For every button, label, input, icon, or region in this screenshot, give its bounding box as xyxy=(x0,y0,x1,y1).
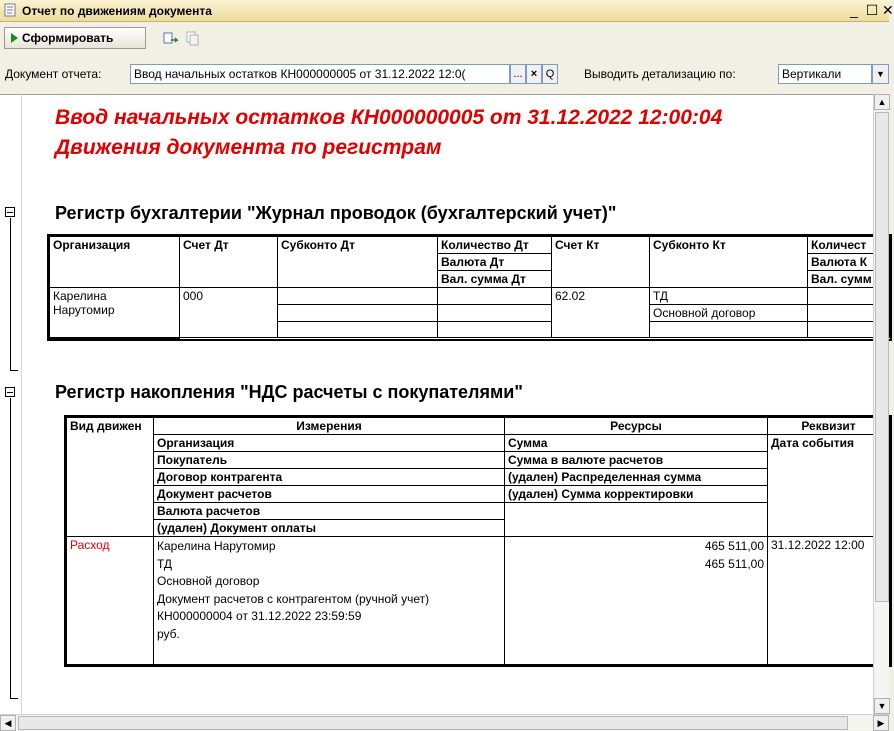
generate-button[interactable] xyxy=(4,27,146,49)
copy-icon[interactable] xyxy=(184,30,202,48)
clear-icon[interactable]: × xyxy=(526,64,542,84)
col-header: Субконто Кт xyxy=(650,237,808,288)
table-cell xyxy=(650,322,808,338)
requisites-cell: 31.12.2022 12:00 xyxy=(768,537,890,665)
col-header: Валюта К xyxy=(808,254,890,271)
search-icon[interactable]: Q xyxy=(542,64,558,84)
col-header: Валюта расчетов xyxy=(154,503,505,520)
col-header: Количест xyxy=(808,237,890,254)
group-line-end xyxy=(10,698,18,699)
accounting-register-title: Регистр бухгалтерии "Журнал проводок (бухгалтерский учет)" xyxy=(55,203,617,223)
vat-table xyxy=(66,417,890,665)
resources-cell xyxy=(505,537,768,665)
col-header: (удален) Сумма корректировки xyxy=(505,486,768,503)
col-header: (удален) Распределенная сумма xyxy=(505,469,768,486)
table-cell xyxy=(278,288,438,305)
col-header: Ресурсы xyxy=(505,418,768,435)
table-header-row xyxy=(67,452,890,469)
cell-text: Карелина xyxy=(53,289,107,303)
report-area xyxy=(0,94,889,730)
table-header-row xyxy=(67,486,890,503)
generate-button-label: Сформировать xyxy=(22,31,114,45)
dim-line: ТД xyxy=(157,556,173,571)
col-header: Вал. сумм xyxy=(808,271,890,288)
col-header: Счет Кт xyxy=(552,237,650,288)
col-header: Измерения xyxy=(154,418,505,435)
dim-line: Карелина Нарутомир xyxy=(157,539,276,553)
table-cell: Основной договор xyxy=(650,305,808,322)
scroll-down-icon[interactable]: ▼ xyxy=(874,698,890,714)
col-header: Субконто Дт xyxy=(278,237,438,288)
dim-line: Основной договор xyxy=(157,574,260,588)
group-gutter xyxy=(0,95,22,715)
toolbar xyxy=(0,23,889,53)
dimensions-cell xyxy=(154,537,505,665)
app-doc-icon xyxy=(3,3,17,17)
table-cell xyxy=(438,288,552,305)
col-header: Договор контрагента xyxy=(154,469,505,486)
vertical-scrollbar[interactable] xyxy=(873,94,889,714)
play-icon xyxy=(11,33,18,43)
table-row xyxy=(50,288,890,305)
window-titlebar xyxy=(0,0,894,22)
table-cell xyxy=(505,503,768,537)
dim-line: руб. xyxy=(157,626,180,641)
col-header: Сумма xyxy=(505,435,768,452)
group-collapse-icon[interactable] xyxy=(5,207,15,217)
minimize-button[interactable]: _ xyxy=(850,2,858,18)
table-header-row xyxy=(67,418,890,435)
cell-text: Нарутомир xyxy=(53,303,115,317)
table-cell: 000 xyxy=(180,288,278,338)
dim-line: КН000000004 от 31.12.2022 23:59:59 xyxy=(157,609,362,623)
table-header-row xyxy=(67,435,890,452)
dim-line: Документ расчетов с контрагентом (ручной учет) xyxy=(157,591,430,606)
scroll-up-icon[interactable]: ▲ xyxy=(874,94,890,110)
table-header-row xyxy=(67,503,890,520)
table-header-row xyxy=(50,237,890,254)
report-subheading: Движения документа по регистрам xyxy=(55,136,442,159)
ellipsis-icon[interactable]: ... xyxy=(510,64,526,84)
accounting-table xyxy=(49,236,890,339)
scroll-left-icon[interactable]: ◀ xyxy=(0,715,16,731)
movement-cell: Расход xyxy=(67,537,154,665)
table-cell xyxy=(278,305,438,322)
scroll-thumb[interactable] xyxy=(18,716,848,730)
document-label: Документ отчета: xyxy=(5,67,102,81)
table-cell xyxy=(438,305,552,322)
group-collapse-icon[interactable] xyxy=(5,387,15,397)
res-cursum: 465 511,00 xyxy=(704,556,764,571)
col-header: Вал. сумма Дт xyxy=(438,271,552,288)
table-cell: ТД xyxy=(650,288,808,305)
table-cell xyxy=(438,322,552,338)
res-sum: 465 511,00 xyxy=(704,539,764,553)
horizontal-scrollbar[interactable] xyxy=(0,714,889,730)
col-header: Валюта Дт xyxy=(438,254,552,271)
export-icon[interactable] xyxy=(162,30,180,48)
dropdown-arrow-icon[interactable]: ▼ xyxy=(872,64,889,84)
group-line xyxy=(10,398,11,698)
col-header: Реквизит xyxy=(768,418,890,435)
document-field[interactable]: Ввод начальных остатков КН000000005 от 31.12.2022 12:0( xyxy=(130,64,510,84)
col-header: Покупатель xyxy=(154,452,505,469)
scroll-right-icon[interactable]: ▶ xyxy=(873,715,889,731)
table-cell xyxy=(50,288,180,338)
table-cell: 62.02 xyxy=(552,288,650,338)
col-header: Организация xyxy=(50,237,180,288)
col-header: Количество Дт xyxy=(438,237,552,254)
close-button[interactable]: ✕ xyxy=(882,2,894,18)
scroll-thumb[interactable] xyxy=(875,112,889,602)
report-heading: Ввод начальных остатков КН000000005 от 31.12.2022 12:00:04 xyxy=(55,106,723,129)
vat-register-title: Регистр накопления "НДС расчеты с покупателями" xyxy=(55,382,523,402)
table-header-row xyxy=(67,469,890,486)
group-line xyxy=(10,218,11,370)
detail-select[interactable]: Вертикали xyxy=(778,64,872,84)
col-header: Сумма в валюте расчетов xyxy=(505,452,768,469)
group-line-end xyxy=(10,370,18,371)
col-header: Документ расчетов xyxy=(154,486,505,503)
col-header: Дата события xyxy=(768,435,890,537)
col-header: (удален) Документ оплаты xyxy=(154,520,505,537)
col-header: Организация xyxy=(154,435,505,452)
col-header: Вид движен xyxy=(67,418,154,537)
window-title: Отчет по движениям документа xyxy=(22,4,212,18)
maximize-button[interactable]: ☐ xyxy=(865,2,879,18)
filter-row xyxy=(0,62,889,86)
table-row xyxy=(67,537,890,665)
table-cell xyxy=(278,322,438,338)
detail-label: Выводить детализацию по: xyxy=(584,67,736,81)
col-header: Счет Дт xyxy=(180,237,278,288)
